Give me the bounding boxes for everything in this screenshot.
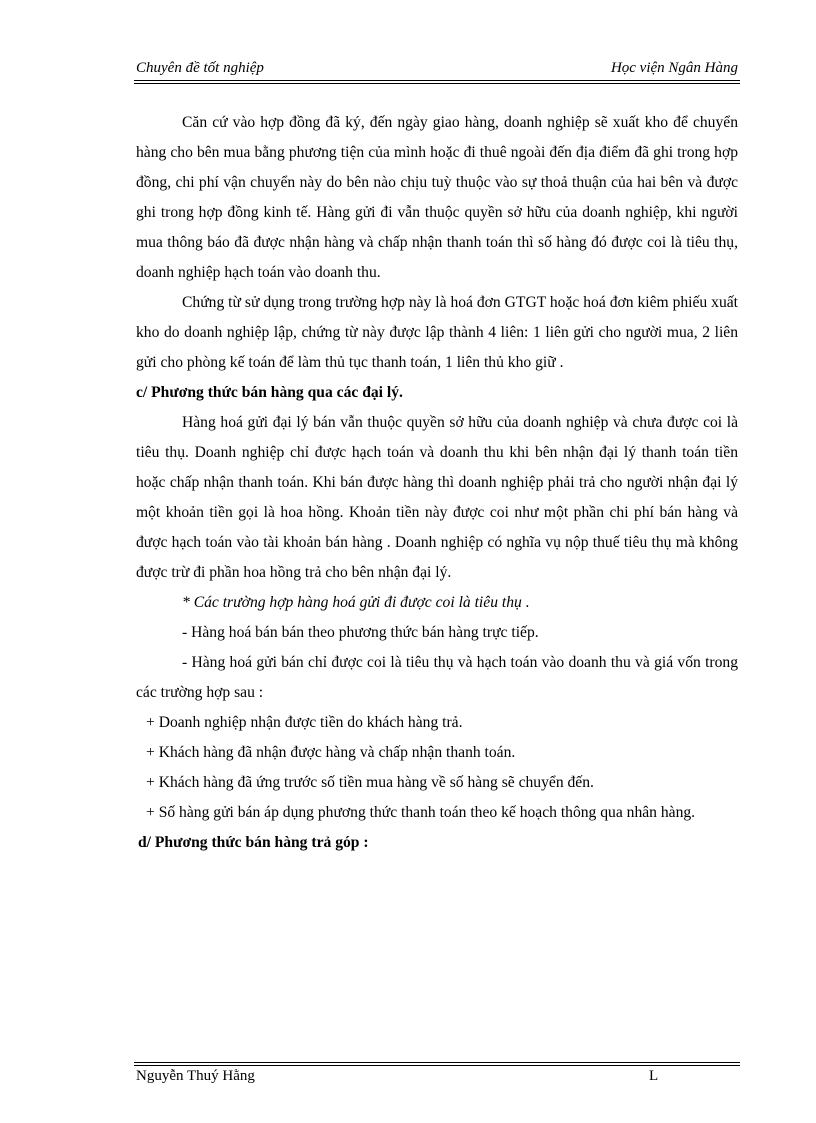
- paragraph-4-italic: * Các trường hợp hàng hoá gửi đi được coi là tiêu thụ .: [182, 594, 530, 611]
- page-footer: [134, 1068, 740, 1088]
- paragraph-3: Hàng hoá gửi đại lý bán vẫn thuộc quyền sở hữu của doanh nghiệp và chưa được coi là tiêu thụ. Doanh nghiệp chỉ được hạch toán và doanh thu khi bên nhận đại lý thanh toán tiền hoặc chấp nhận thanh toán. Khi bán được hàng thì doanh nghiệp phải trả cho người nhận đại lý một khoản tiền gọi là hoa hồng. Khoản tiền này được coi như một phần chi phí bán hàng và được hạch toán vào tài khoản bán hàng . Doanh nghiệp có nghĩa vụ nộp thuế tiêu thụ mà không được trừ đi phần hoa hồng trả cho bên nhận đại lý.: [136, 414, 738, 581]
- header-left-text: Chuyên đề tốt nghiệp: [136, 60, 264, 76]
- bullet-1: + Doanh nghiệp nhận được tiền do khách hàng trả.: [146, 714, 463, 731]
- header-right-text: Học viện Ngân Hàng: [610, 60, 738, 76]
- bullet-4: + Số hàng gửi bán áp dụng phương thức thanh toán theo kế hoạch thông qua nhân hàng.: [146, 804, 696, 821]
- paragraph-6: - Hàng hoá gửi bán chỉ được coi là tiêu thụ và hạch toán vào doanh thu và giá vốn trong các trường hợp sau :: [136, 654, 738, 701]
- heading-d: d/ Phương thức bán hàng trả góp :: [138, 834, 369, 851]
- paragraph-2: Chứng từ sử dụng trong trường hợp này là hoá đơn GTGT hoặc hoá đơn kiêm phiếu xuất kho do doanh nghiệp lập, chứng từ này được lập thành 4 liên: 1 liên gửi cho người mua, 2 liên gửi cho phòng kế toán để làm thủ tục thanh toán, 1 liên thủ kho giữ .: [136, 294, 738, 371]
- header-rule: [134, 80, 740, 84]
- page-header: [134, 60, 740, 80]
- paragraph-1: Căn cứ vào hợp đồng đã ký, đến ngày giao hàng, doanh nghiệp sẽ xuất kho để chuyển hàng cho bên mua bằng phương tiện của mình hoặc đi thuê ngoài đến địa điểm đã ghi trong hợp đồng, chi phí vận chuyển này do bên nào chịu tuỳ thuộc vào sự thoả thuận của hai bên và được ghi trong hợp đồng kinh tế. Hàng gửi đi vẫn thuộc quyền sở hữu của doanh nghiệp, khi người mua thông báo đã được nhận hàng và chấp nhận thanh toán thì số hàng đó được coi là tiêu thụ, doanh nghiệp hạch toán vào doanh thu.: [136, 114, 738, 281]
- paragraph-5: - Hàng hoá bán bán theo phương thức bán hàng trực tiếp.: [182, 624, 539, 641]
- heading-c: c/ Phương thức bán hàng qua các đại lý.: [136, 384, 403, 401]
- document-body: [136, 108, 738, 858]
- footer-rule: [134, 1062, 740, 1066]
- bullet-2: + Khách hàng đã nhận được hàng và chấp nhận thanh toán.: [146, 744, 516, 761]
- footer-author: Nguyễn Thuý Hằng: [136, 1068, 255, 1084]
- bullet-3: + Khách hàng đã ứng trước số tiền mua hàng về số hàng sẽ chuyển đến.: [146, 774, 594, 791]
- footer-page-label: L: [649, 1068, 659, 1084]
